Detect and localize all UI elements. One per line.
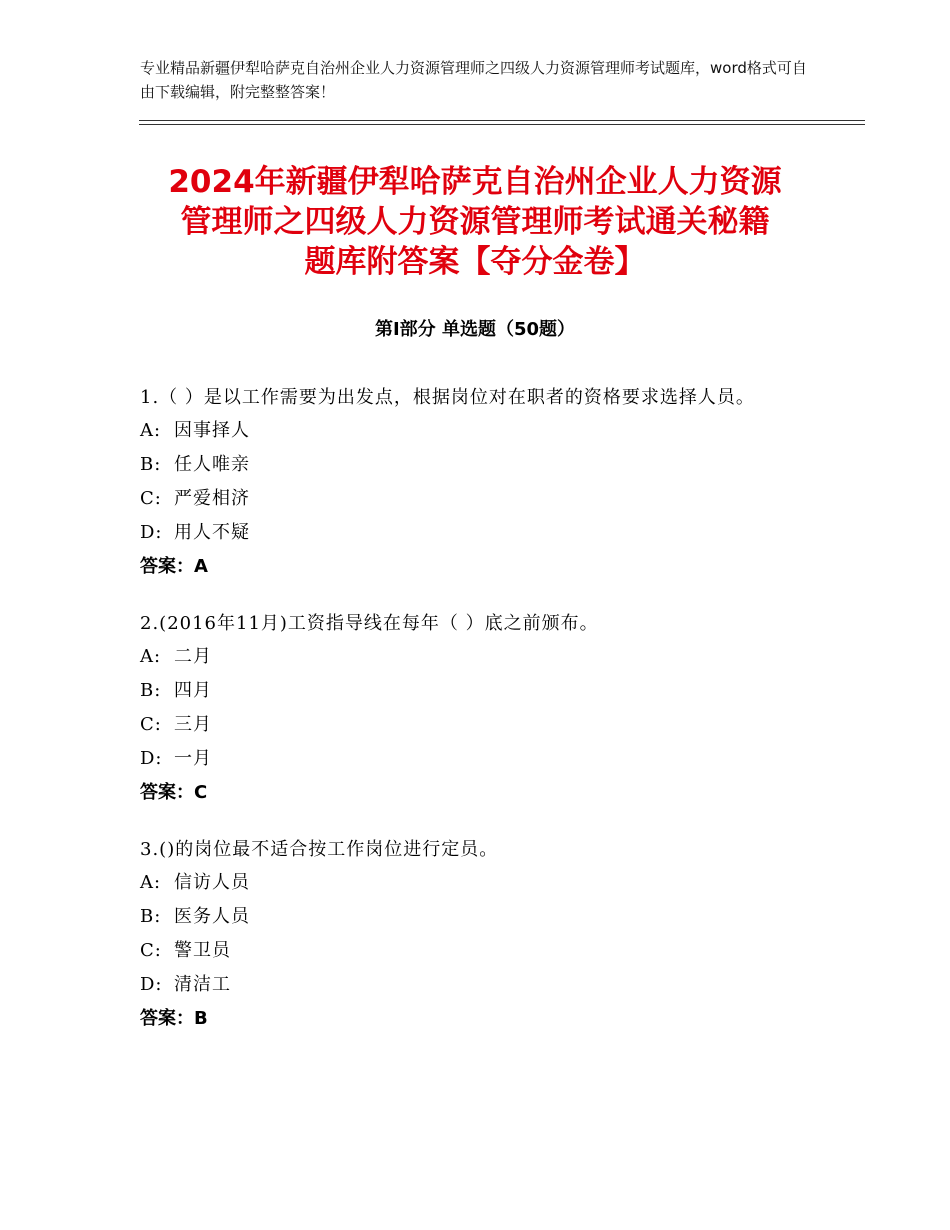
option-d bbox=[140, 742, 820, 776]
option-text: 因事择人 bbox=[174, 420, 250, 441]
option-d bbox=[140, 516, 820, 550]
question-1 bbox=[140, 382, 820, 584]
question-3 bbox=[140, 834, 820, 1036]
option-text: 一月 bbox=[174, 748, 212, 769]
option-key: C: bbox=[140, 940, 162, 961]
answer: 答案：C bbox=[140, 782, 208, 803]
header-rule-thick bbox=[139, 124, 865, 125]
option-key: C: bbox=[140, 714, 162, 735]
title-line: 题库附答案【夺分金卷】 bbox=[304, 244, 646, 280]
option-c bbox=[140, 934, 820, 968]
option-text: 警卫员 bbox=[174, 940, 231, 961]
option-key: A: bbox=[140, 646, 162, 667]
question-2 bbox=[140, 608, 820, 810]
header-rule-thin bbox=[139, 120, 865, 121]
option-key: D: bbox=[140, 522, 163, 543]
option-c bbox=[140, 482, 820, 516]
option-text: 二月 bbox=[174, 646, 212, 667]
option-text: 严爱相济 bbox=[174, 488, 250, 509]
option-a bbox=[140, 640, 820, 674]
option-text: 医务人员 bbox=[174, 906, 250, 927]
question-stem: 2.(2016年11月)工资指导线在每年（ ）底之前颁布。 bbox=[140, 613, 599, 634]
document-title bbox=[100, 162, 850, 282]
option-key: D: bbox=[140, 748, 163, 769]
option-key: A: bbox=[140, 872, 162, 893]
option-text: 信访人员 bbox=[174, 872, 250, 893]
option-text: 用人不疑 bbox=[174, 522, 250, 543]
question-stem: 3.()的岗位最不适合按工作岗位进行定员。 bbox=[140, 839, 499, 860]
option-b bbox=[140, 900, 820, 934]
option-text: 三月 bbox=[174, 714, 212, 735]
option-key: B: bbox=[140, 906, 162, 927]
option-key: D: bbox=[140, 974, 163, 995]
option-key: C: bbox=[140, 488, 162, 509]
option-key: B: bbox=[140, 454, 162, 475]
option-a bbox=[140, 866, 820, 900]
option-c bbox=[140, 708, 820, 742]
option-text: 清洁工 bbox=[174, 974, 231, 995]
title-line: 2024年新疆伊犁哈萨克自治州企业人力资源 bbox=[168, 164, 782, 200]
question-list bbox=[140, 382, 820, 1060]
option-key: B: bbox=[140, 680, 162, 701]
header-note: 专业精品新疆伊犁哈萨克自治州企业人力资源管理师之四级人力资源管理师考试题库，word格式可自由下载编辑，附完整整答案！ bbox=[140, 59, 807, 101]
option-a bbox=[140, 414, 820, 448]
option-b bbox=[140, 448, 820, 482]
option-text: 四月 bbox=[174, 680, 212, 701]
option-d bbox=[140, 968, 820, 1002]
answer: 答案：A bbox=[140, 556, 208, 577]
option-text: 任人唯亲 bbox=[174, 454, 250, 475]
section-title: 第Ⅰ部分 单选题（50题） bbox=[374, 319, 575, 340]
answer: 答案：B bbox=[140, 1008, 208, 1029]
option-b bbox=[140, 674, 820, 708]
question-stem: 1.（ ）是以工作需要为出发点，根据岗位对在职者的资格要求选择人员。 bbox=[140, 387, 755, 408]
option-key: A: bbox=[140, 420, 162, 441]
title-line: 管理师之四级人力资源管理师考试通关秘籍 bbox=[180, 204, 770, 240]
